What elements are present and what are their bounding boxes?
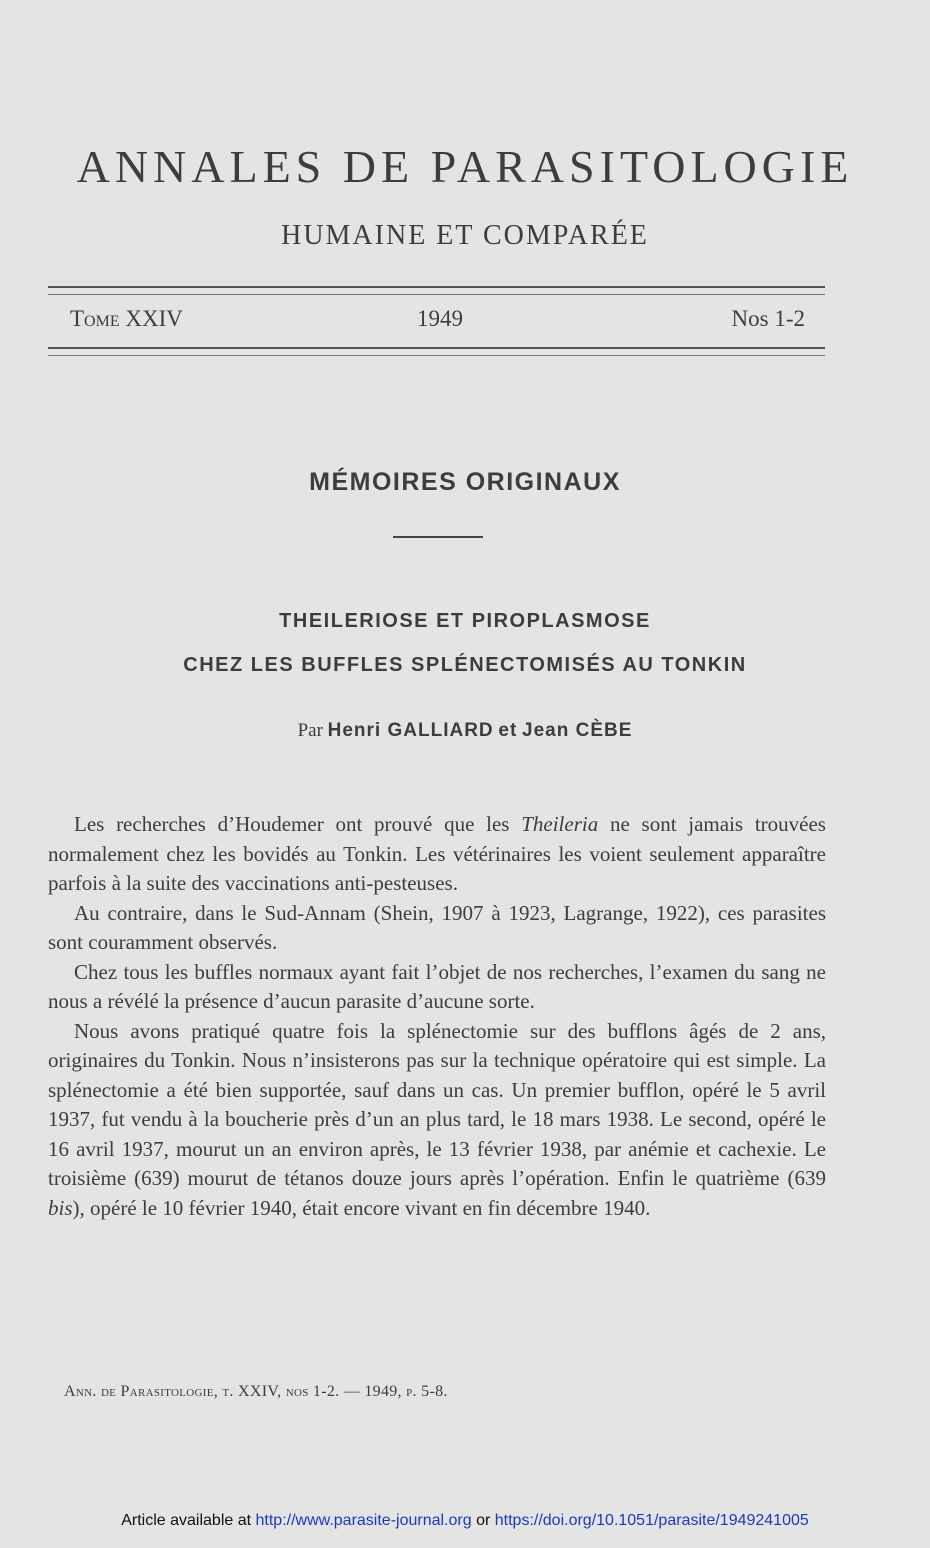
p4-italic: bis bbox=[48, 1195, 73, 1220]
p4-text-a: Nous avons pratiqué quatre fois la splénectomie sur des bufflons âgés de 2 ans, originaires du Tonkin. Nous n’insisterons pas sur la technique opératoire qui est simple. La splénectomie a été bien supportée, sauf dans un cas. Un premier bufflon, opéré le 5 avril 1937, fut vendu à la boucherie près d’un an plus tard, le 18 mars 1938. Le second, opéré le 16 avril 1937, mourut un an environ après, le 13 février 1938, par anémie et cachexie. Le troisième (639) mourut de tétanos douze jours après l’opération. Enfin le quatrième (639 bbox=[48, 1018, 826, 1190]
journal-title: ANNALES DE PARASITOLOGIE bbox=[76, 141, 854, 192]
journal-subtitle: HUMAINE ET COMPARÉE bbox=[281, 220, 649, 251]
article-body bbox=[48, 810, 826, 1223]
p1-text-a: Les recherches d’Houdemer ont prouvé que les bbox=[74, 812, 522, 836]
section-title: MÉMOIRES ORIGINAUX bbox=[309, 468, 621, 496]
article-title-line2: CHEZ LES BUFFLES SPLÉNECTOMISÉS AU TONKIN bbox=[183, 654, 747, 676]
tome-label: Tome XXIV bbox=[70, 306, 183, 331]
p4-text-b: ), opéré le 10 février 1940, était encore vivant en fin décembre 1940. bbox=[72, 1195, 651, 1220]
byline bbox=[0, 720, 930, 742]
link-or: or bbox=[471, 1512, 495, 1529]
paragraph-1 bbox=[48, 810, 826, 899]
author-2: Jean CÈBE bbox=[522, 720, 633, 741]
year-label: 1949 bbox=[417, 306, 463, 331]
p1-text-b: ne sont jamais trouvées normalement chez les bovidés au Tonkin. Les vétérinaires les voient seulement apparaître parfois à la suite des vaccinations anti-pesteuses. bbox=[48, 812, 826, 895]
author-1: Henri GALLIARD bbox=[327, 720, 494, 741]
journal-link[interactable]: http://www.parasite-journal.org bbox=[255, 1512, 472, 1529]
link-prefix: Article available at bbox=[121, 1512, 256, 1529]
issue-number: Nos 1-2 bbox=[731, 306, 805, 331]
article-title-line1: THEILERIOSE ET PIROPLASMOSE bbox=[279, 610, 651, 632]
paragraph-4 bbox=[48, 1017, 826, 1224]
citation-text: Ann. de Parasitologie, t. XXIV, nos 1-2. — 1949, p. 5-8. bbox=[64, 1383, 448, 1400]
header-rule-top bbox=[48, 286, 825, 295]
article-availability bbox=[0, 1512, 930, 1530]
byline-prefix: Par bbox=[297, 720, 323, 741]
footer-citation bbox=[64, 1383, 448, 1401]
p1-italic: Theileria bbox=[521, 812, 599, 836]
doi-link[interactable]: https://doi.org/10.1051/parasite/1949241005 bbox=[494, 1512, 809, 1529]
byline-and: et bbox=[498, 720, 518, 741]
header-rule-bottom bbox=[48, 347, 825, 356]
paragraph-3: Chez tous les buffles normaux ayant fait l’objet de nos recherches, l’examen du sang ne nous a révélé la présence d’aucun parasite d’aucune sorte. bbox=[48, 959, 826, 1013]
paragraph-2: Au contraire, dans le Sud-Annam (Shein, 1907 à 1923, Lagrange, 1922), ces parasites sont couramment observés. bbox=[48, 900, 826, 954]
section-divider bbox=[393, 536, 483, 538]
